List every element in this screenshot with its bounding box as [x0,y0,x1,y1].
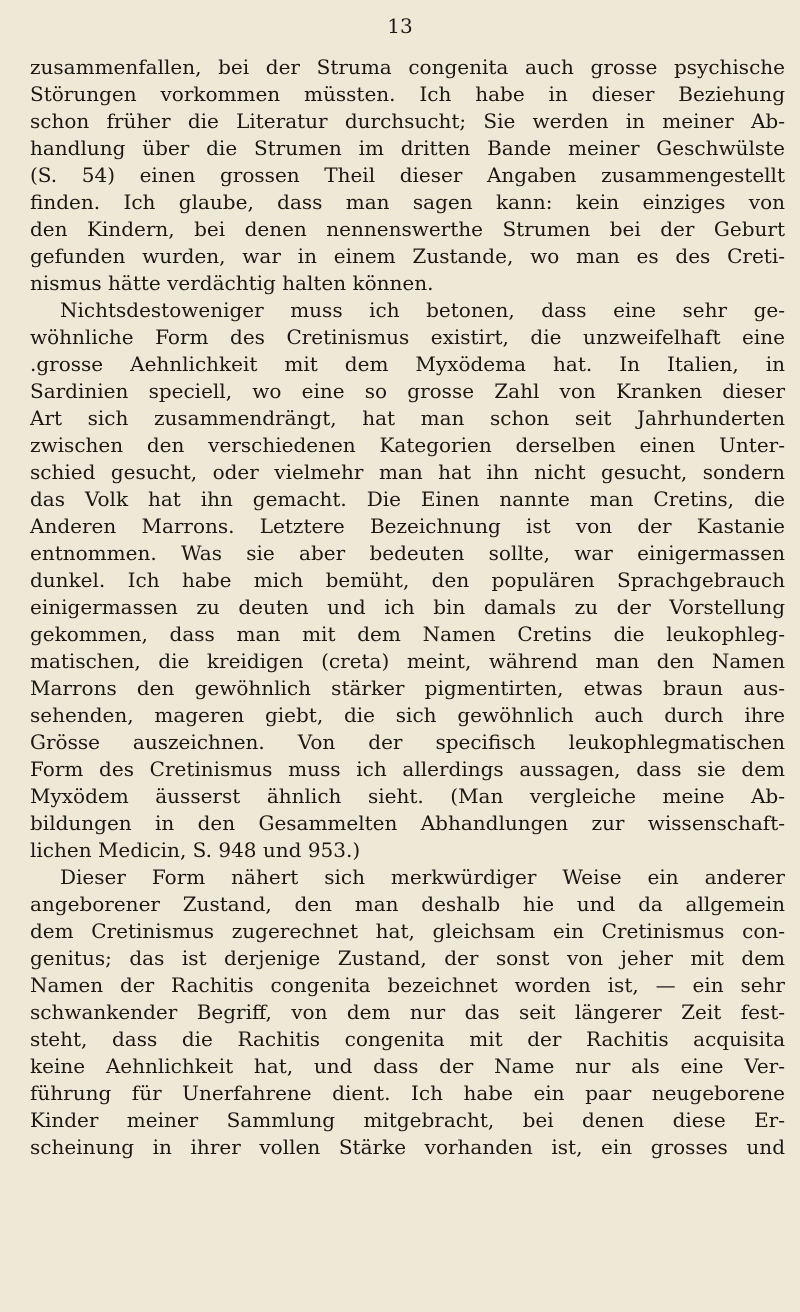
text-line: matischen, die kreidigen (creta) meint, während man den Namen [30,649,785,673]
text-line: Grösse auszeichnen. Von der specifisch leukophlegmatischen [30,730,785,754]
text-line: sehenden, mageren giebt, die sich gewöhnlich auch durch ihre [30,703,785,727]
text-line: Myxödem äusserst ähnlich sieht. (Man vergleiche meine Ab- [30,784,785,808]
text-line: dunkel. Ich habe mich bemüht, den populären Sprachgebrauch [30,568,785,592]
text-line: Art sich zusammendrängt, hat man schon seit Jahrhunderten [30,406,785,430]
text-line: Nichtsdestoweniger muss ich betonen, dass eine sehr ge- [60,298,785,322]
text-line: Sardinien speciell, wo eine so grosse Zahl von Kranken dieser [30,379,785,403]
text-line: Kinder meiner Sammlung mitgebracht, bei denen diese Er- [30,1108,785,1132]
text-line: zwischen den verschiedenen Kategorien derselben einen Unter- [30,433,785,457]
text-line: angeborener Zustand, den man deshalb hie und da allgemein [30,892,785,916]
body-text [30,54,785,1161]
text-line: Anderen Marrons. Letztere Bezeichnung ist von der Kastanie [30,514,785,538]
text-line: steht, dass die Rachitis congenita mit der Rachitis acquisita [30,1027,785,1051]
text-line: nismus hätte verdächtig halten können. [30,271,434,295]
text-line: gefunden wurden, war in einem Zustande, wo man es des Creti- [30,244,785,268]
text-line: Marrons den gewöhnlich stärker pigmentirten, etwas braun aus- [30,676,785,700]
text-line: einigermassen zu deuten und ich bin damals zu der Vorstellung [30,595,785,619]
text-line: lichen Medicin, S. 948 und 953.) [30,838,361,862]
page-number: 13 [387,14,413,38]
text-line: wöhnliche Form des Cretinismus existirt, die unzweifelhaft eine [30,325,785,349]
text-line: (S. 54) einen grossen Theil dieser Angaben zusammengestellt [30,163,785,187]
text-line: genitus; das ist derjenige Zustand, der sonst von jeher mit dem [30,946,785,970]
text-line: .grosse Aehnlichkeit mit dem Myxödema hat. In Italien, in [30,352,785,376]
text-line: das Volk hat ihn gemacht. Die Einen nannte man Cretins, die [30,487,785,511]
text-line: scheinung in ihrer vollen Stärke vorhanden ist, ein grosses und [30,1135,785,1159]
text-line: keine Aehnlichkeit hat, und dass der Name nur als eine Ver- [30,1054,785,1078]
text-line: führung für Unerfahrene dient. Ich habe ein paar neugeborene [30,1081,785,1105]
text-line: Form des Cretinismus muss ich allerdings aussagen, dass sie dem [30,757,785,781]
text-line: Störungen vorkommen müssten. Ich habe in dieser Beziehung [30,82,785,106]
text-line: schied gesucht, oder vielmehr man hat ihn nicht gesucht, sondern [30,460,785,484]
text-line: Namen der Rachitis congenita bezeichnet worden ist, — ein sehr [30,973,785,997]
text-line: Dieser Form nähert sich merkwürdiger Weise ein anderer [60,865,785,889]
text-line: zusammenfallen, bei der Struma congenita auch grosse psychische [30,55,785,79]
text-line: entnommen. Was sie aber bedeuten sollte, war einigermassen [30,541,785,565]
text-line: finden. Ich glaube, dass man sagen kann: kein einziges von [30,190,785,214]
text-line: schon früher die Literatur durchsucht; Sie werden in meiner Ab- [30,109,785,133]
text-line: den Kindern, bei denen nennenswerthe Strumen bei der Geburt [30,217,785,241]
text-line: dem Cretinismus zugerechnet hat, gleichsam ein Cretinismus con- [30,919,785,943]
text-line: bildungen in den Gesammelten Abhandlungen zur wissenschaft- [30,811,785,835]
text-line: schwankender Begriff, von dem nur das seit längerer Zeit fest- [30,1000,785,1024]
text-line: gekommen, dass man mit dem Namen Cretins die leukophleg- [30,622,785,646]
text-line: handlung über die Strumen im dritten Bande meiner Geschwülste [30,136,785,160]
